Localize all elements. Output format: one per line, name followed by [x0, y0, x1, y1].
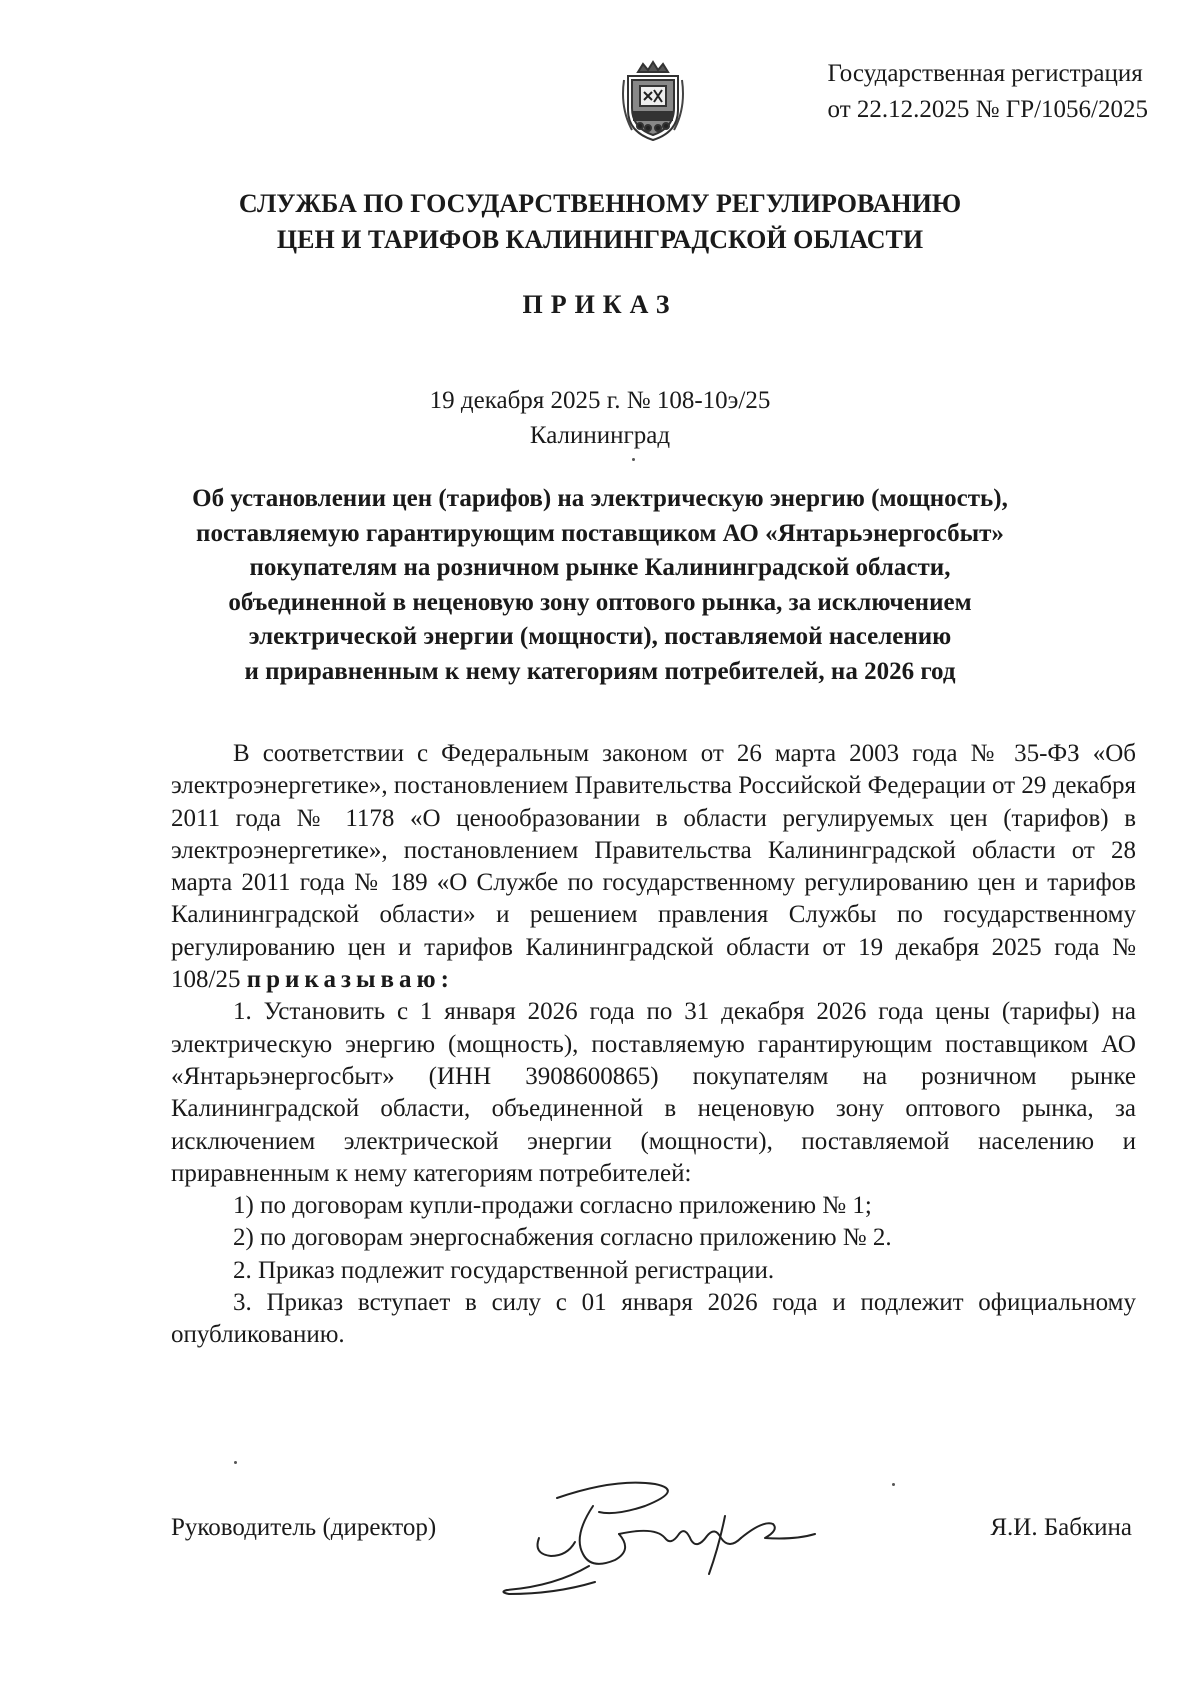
- subject-line: Об установлении цен (тарифов) на электрическую энергию (мощность),: [192, 485, 1008, 512]
- order-date-and-number: 19 декабря 2025 г. № 108-10э/25: [429, 387, 771, 414]
- clause-1-sub-2: 2) по договорам энергоснабжения согласно приложению № 2.: [233, 1224, 892, 1252]
- state-registration-stamp: [828, 56, 1148, 128]
- scan-speck: [632, 458, 635, 461]
- subject-line: поставляемую гарантирующим поставщиком АО «Янтарьэнергосбыт»: [196, 519, 1004, 547]
- registration-line-2: от 22.12.2025 № ГР/1056/2025: [827, 96, 1148, 123]
- subject-line: электрической энергии (мощности), поставляемой населению: [248, 623, 952, 650]
- order-city: Калининград: [529, 422, 671, 449]
- order-word: приказываю:: [246, 966, 454, 994]
- agency-name: [0, 186, 1200, 258]
- clause-3: 3. Приказ вступает в силу с 01 января 2026 года и подлежит официальному опубликованию.: [171, 1289, 1136, 1349]
- subject-line: покупателям на розничном рынке Калининградской области,: [249, 554, 951, 581]
- agency-line-2: ЦЕН И ТАРИФОВ КАЛИНИНГРАДСКОЙ ОБЛАСТИ: [276, 225, 924, 254]
- agency-line-1: СЛУЖБА ПО ГОСУДАРСТВЕННОМУ РЕГУЛИРОВАНИЮ: [238, 189, 962, 218]
- signer-name: Я.И. Бабкина: [990, 1514, 1132, 1541]
- clause-2: 2. Приказ подлежит государственной регистрации.: [233, 1256, 775, 1284]
- coat-of-arms-icon: [618, 58, 688, 144]
- scan-speck: [234, 1461, 237, 1464]
- subject-line: объединенной в неценовую зону оптового рынка, за исключением: [228, 588, 972, 616]
- clause-1: 1. Установить с 1 января 2026 года по 31 декабря 2026 года цены (тарифы) на электрическую энергию (мощность), поставляемую гарантирующим поставщиком АО «Янтарьэнергосбыт» (ИНН 3908600865) покупателям на розничном рынке Калининградской области, объединенной в неценовую зону оптового рынка, за исключением электрической энергии (мощности), поставляемой населению и приравненным к нему категориям потребителей:: [171, 998, 1136, 1187]
- clause-1-sub-1: 1) по договорам купли-продажи согласно приложению № 1;: [233, 1192, 872, 1220]
- order-date-number: [0, 383, 1200, 453]
- scan-speck: [892, 1483, 895, 1486]
- order-subject-heading: [0, 482, 1200, 689]
- preamble-paragraph: [171, 738, 1136, 996]
- registration-line-1: Государственная регистрация: [827, 60, 1143, 87]
- order-body: [171, 738, 1136, 1352]
- subject-line: и приравненным к нему категориям потребителей, на 2026 год: [244, 657, 956, 685]
- handwritten-signature: [495, 1476, 825, 1606]
- preamble-text: В соответствии с Федеральным законом от 26 марта 2003 года № 35-ФЗ «Об электроэнергетике», постановлением Правительства Российской Федерации от 29 декабря 2011 года № 1178 «О ценообразовании в области регулируемых цен (тарифов) в электроэнергетике», постановлением Правительства Калининградской области от 28 марта 2011 года № 189 «О Службе по государственному регулированию цен и тарифов Калининградской области» и решением правления Службы по государственному регулированию цен и тарифов Калининградской области от 19 декабря 2025 года № 108/25: [171, 740, 1136, 994]
- signer-position: Руководитель (директор): [171, 1514, 437, 1541]
- document-type-title: ПРИКАЗ: [522, 290, 678, 319]
